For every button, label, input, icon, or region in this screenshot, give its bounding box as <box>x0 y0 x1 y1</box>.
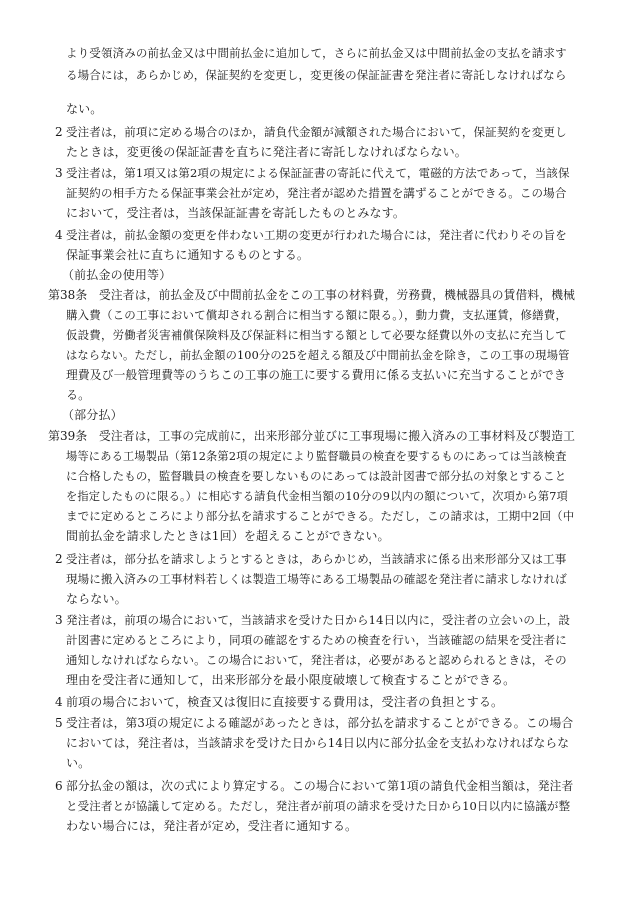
text-line: 受注者は，第3項の規定による確認があったときは，部分払を請求することができる。この場合 <box>66 716 574 730</box>
text-line: わない場合には，発注者が定め，受注者に通知する。 <box>66 819 358 833</box>
paragraph-number: 6 <box>55 779 63 793</box>
text-line: と受注者とが協議して定める。ただし，発注者が前項の請求を受けた日から10日以内に協議が整 <box>66 799 571 813</box>
text-line: に合格したもの，監督職員の検査を要しないものにあっては設計図書で部分払の対象とすること <box>66 469 567 483</box>
text-line: 証契約の相手方たる保証事業会社が定め，発注者が認めた措置を講ずることができる。この場合 <box>66 186 567 200</box>
article-number: 第38条 <box>48 288 88 302</box>
text-line: 保証事業会社に直ちに通知するものとする。 <box>66 248 310 262</box>
paragraph-number: 4 <box>55 228 63 242</box>
text-line: 受注者は，第1項又は第2項の規定による保証証書の寄託に代えて，電磁的方法であって，当該保 <box>66 166 570 180</box>
text-line: る場合には，あらかじめ，保証契約を変更し，変更後の保証証書を発注者に寄託しなければなら <box>66 68 567 82</box>
text-line: 受注者は，工事の完成前に，出来形部分並びに工事現場に搬入済みの工事材料及び製造工 <box>99 429 575 443</box>
paragraph-number: 2 <box>55 125 63 139</box>
text-line: 受注者は，部分払を請求しようとするときは，あらかじめ，当該請求に係る出来形部分又は工事 <box>66 552 567 566</box>
paragraph-number: 3 <box>55 166 63 180</box>
text-line: い。 <box>66 756 91 770</box>
text-line: 受注者は，前払金及び中間前払金をこの工事の材料費，労務費，機械器具の賃借料，機械 <box>99 288 575 302</box>
text-line: はならない。ただし，前払金額の100分の25を超える額及び中間前払金を除き，この工事の現場管 <box>66 349 570 362</box>
text-line: 現場に搬入済みの工事材料若しくは製造工場等にある工場製品の確認を発注者に請求しなければ <box>66 572 567 586</box>
paragraph-number: 5 <box>55 716 63 730</box>
text-line: 通知しなければならない。この場合において，発注者は，必要があると認められるときは，その <box>66 653 567 667</box>
text-line: たときは，変更後の保証証書を直ちに発注者に寄託しなければならない。 <box>66 145 467 159</box>
text-line: までに定めるところにより部分払を請求することができる。ただし，この請求は，工期中2回（中 <box>66 509 575 523</box>
text-line: において，受注者は，当該保証証書を寄託したものとみなす。 <box>66 206 406 220</box>
paragraph-number: 4 <box>55 695 63 709</box>
text-line: においては，発注者は，当該請求を受けた日から14日以内に部分払金を支払わなければならな <box>66 736 570 750</box>
text-line: 発注者は，前項の場合において，当該請求を受けた日から14日以内に，受注者の立会いの上，設 <box>66 613 570 627</box>
text-line: を指定したものに限る。）に相応する請負代金相当額の10分の9以内の額について，次項から第7項 <box>66 490 568 503</box>
section-heading: （前払金の使用等） <box>62 268 172 282</box>
text-line: 間前払金を請求したときは1回）を超えることができない。 <box>66 529 390 543</box>
text-line: 受注者は，前払金額の変更を伴わない工期の変更が行われた場合には，発注者に代わりその旨を <box>66 228 567 242</box>
text-line: 場等にある工場製品（第12条第2項の規定により監督職員の検査を要するものにあっては当該検査 <box>66 450 567 463</box>
text-line: る。 <box>66 388 91 402</box>
text-line: 前項の場合において，検査又は復旧に直接要する費用は，受注者の負担とする。 <box>66 695 504 709</box>
text-line: 受注者は，前項に定める場合のほか，請負代金額が減額された場合において，保証契約を変更し <box>66 125 567 139</box>
text-line: 部分払金の額は，次の式により算定する。この場合において第1項の請負代金相当額は，発注者 <box>66 779 574 793</box>
text-line: 理由を受注者に通知して，出来形部分を最小限度破壊して検査することができる。 <box>66 673 516 687</box>
paragraph-number: 3 <box>55 613 63 627</box>
text-line: ない。 <box>66 102 103 116</box>
text-line: 仮設費，労働者災害補償保険料及び保証料に相当する額として必要な経費以外の支払に充当して <box>66 328 567 342</box>
text-line: 理費及び一般管理費等のうちこの工事の施工に要する費用に係る支払いに充当することができ <box>66 368 566 382</box>
article-number: 第39条 <box>48 429 88 443</box>
text-line: 計図書に定めるところにより，同項の確認をするための検査を行い，当該確認の結果を受注者に <box>66 633 567 647</box>
text-line: ならない。 <box>66 592 127 606</box>
text-line: 購入費（この工事において償却される割合に相当する額に限る。），動力費，支払運賃，修繕費， <box>66 308 568 322</box>
text-line: より受領済みの前払金又は中間前払金に追加して，さらに前払金又は中間前払金の支払を請求す <box>66 46 567 60</box>
paragraph-number: 2 <box>55 552 63 566</box>
section-heading: （部分払） <box>62 408 123 422</box>
